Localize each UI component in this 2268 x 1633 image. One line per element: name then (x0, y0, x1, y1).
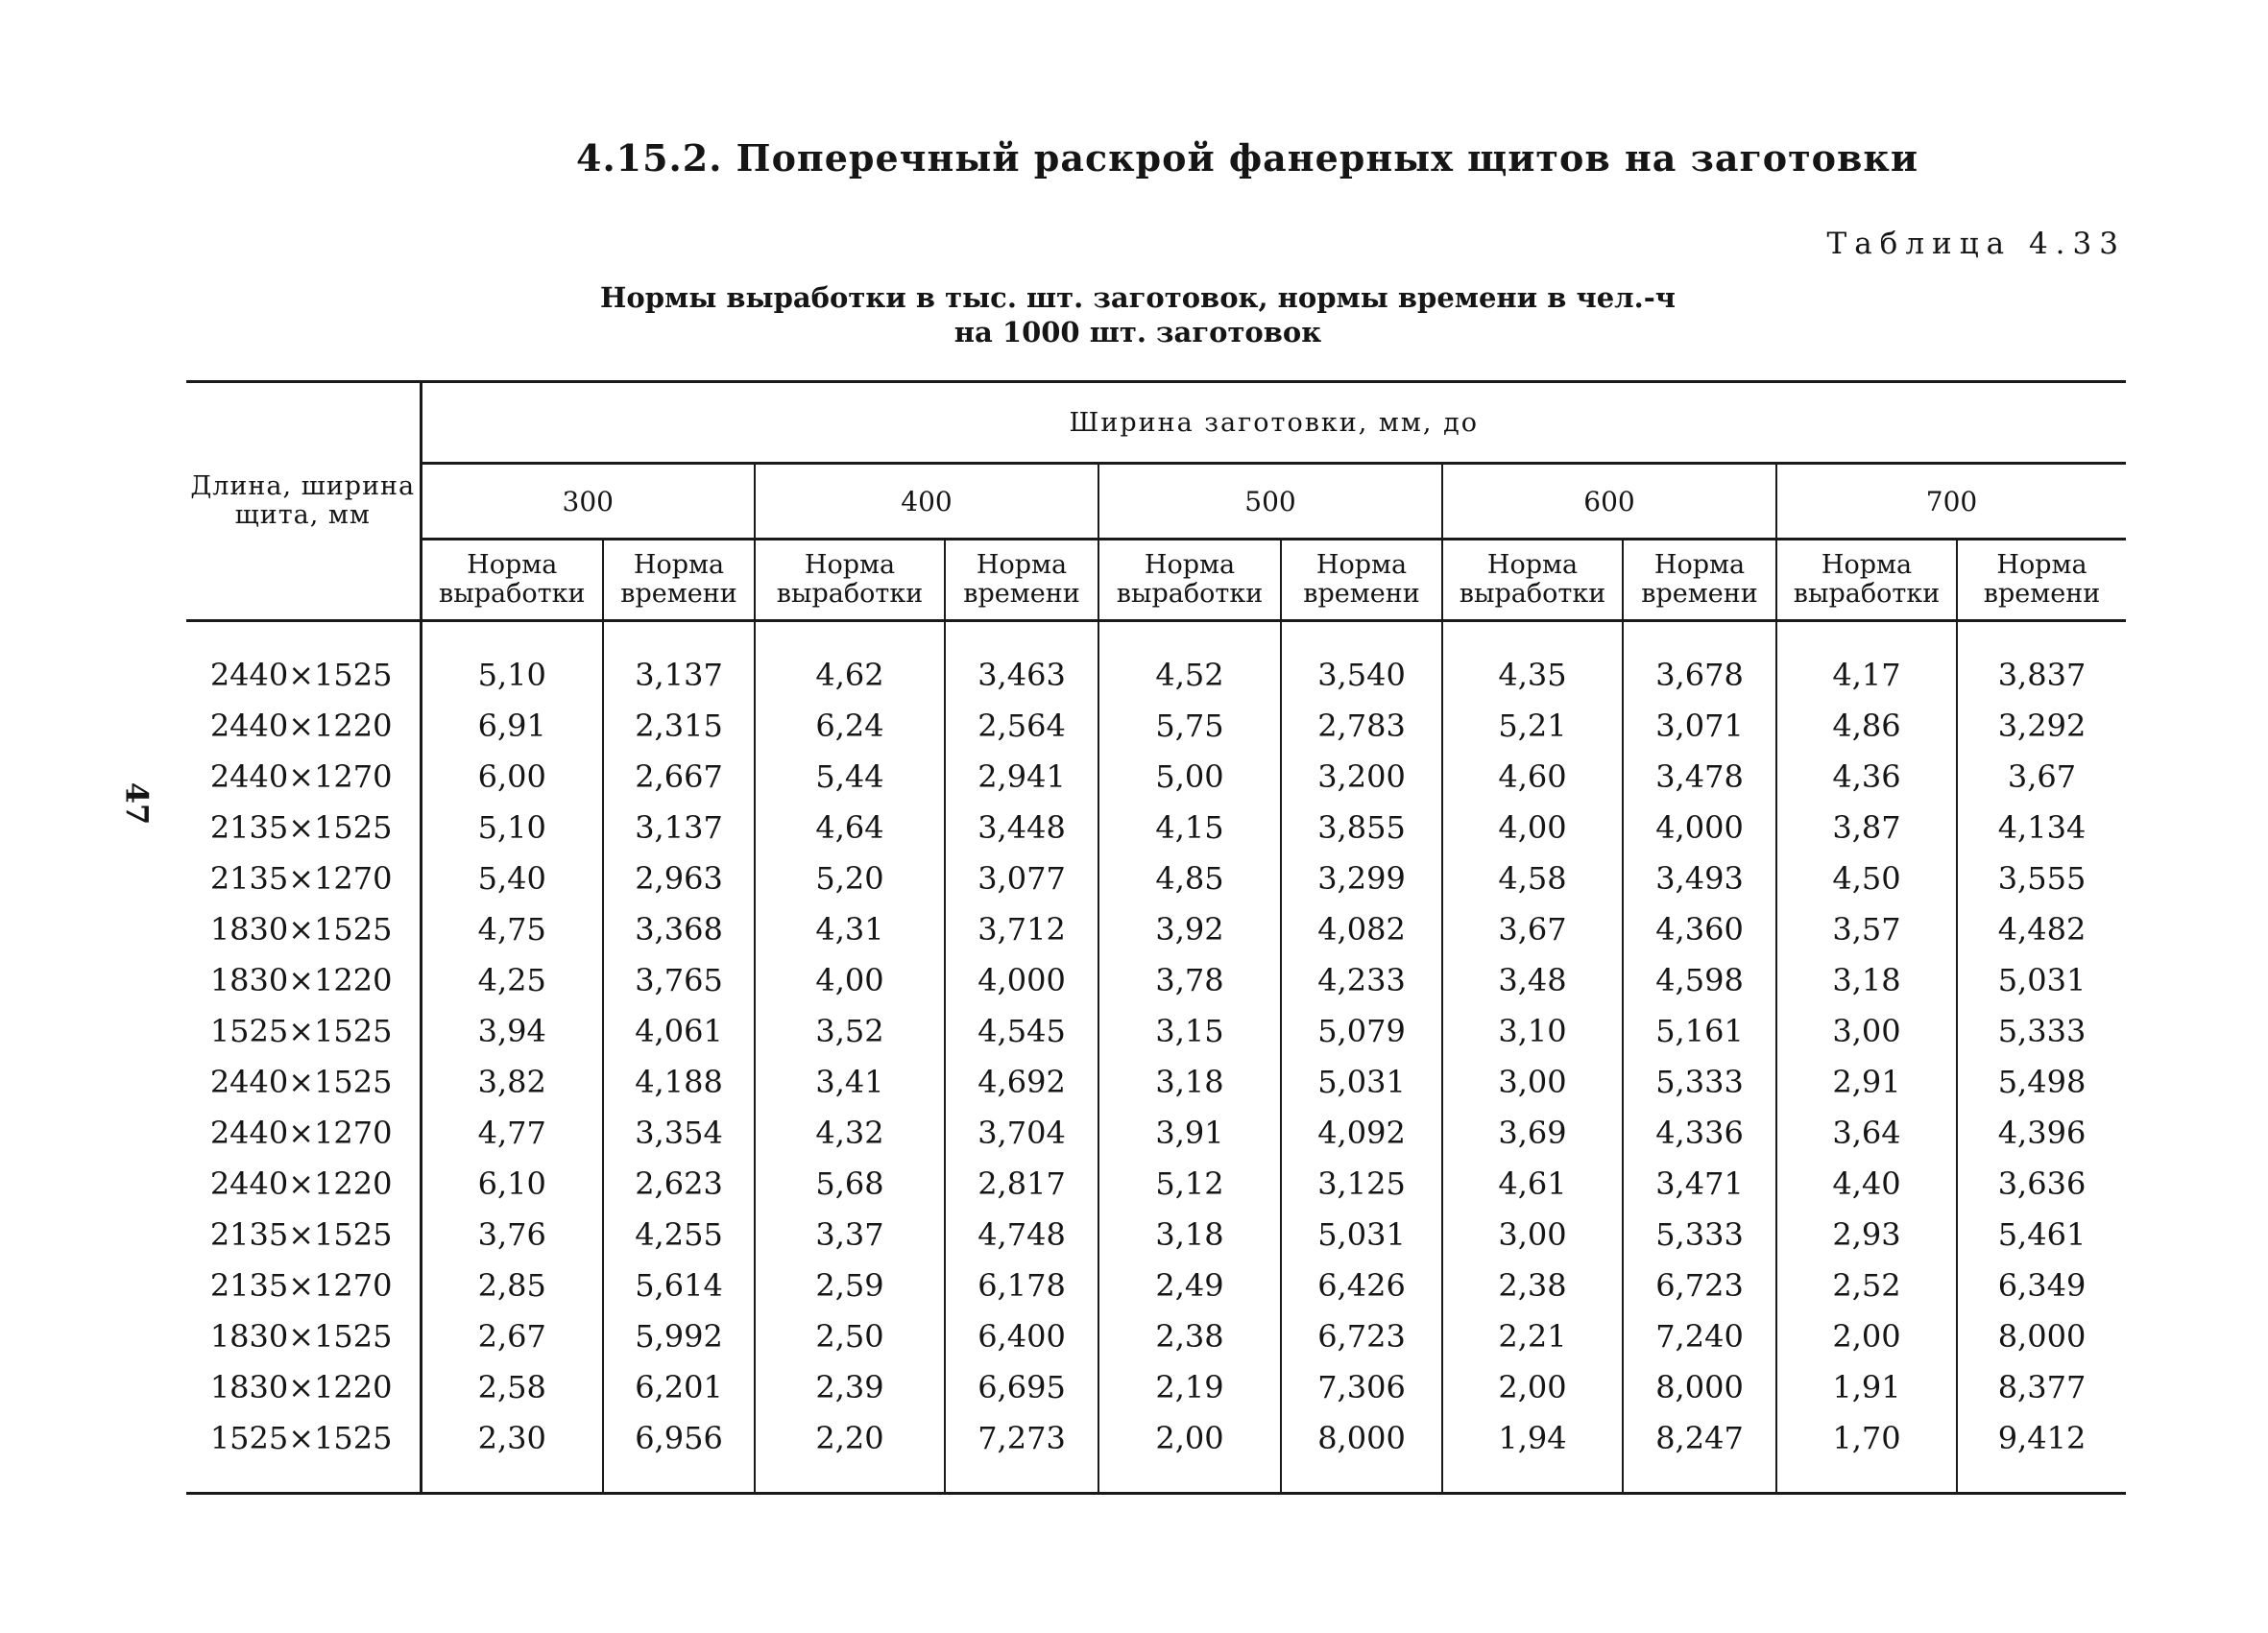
time-norm-cell: 4,188 (603, 1056, 755, 1107)
time-norm-cell: 5,333 (1623, 1056, 1776, 1107)
output-norm-cell: 2,50 (755, 1310, 945, 1361)
output-norm-cell: 1,91 (1776, 1361, 1957, 1412)
output-norm-cell: 4,58 (1442, 853, 1623, 903)
table-body (186, 621, 2126, 1494)
output-norm-cell: 3,48 (1442, 954, 1623, 1005)
panel-size-cell: 2440×1220 (186, 1158, 421, 1209)
output-norm-cell: 4,35 (1442, 621, 1623, 701)
table-caption (547, 280, 1728, 349)
output-norm-cell: 3,52 (755, 1005, 945, 1056)
time-norm-header (603, 540, 755, 621)
table-row (186, 903, 2126, 954)
time-norm-cell: 6,695 (945, 1361, 1098, 1412)
output-norm-cell: 4,50 (1776, 853, 1957, 903)
output-norm-cell: 5,75 (1098, 700, 1281, 751)
time-norm-cell: 6,426 (1281, 1260, 1442, 1310)
time-norm-header-line-2: времени (1303, 579, 1420, 609)
output-norm-header-line-2: выработки (439, 579, 586, 609)
output-norm-cell: 4,00 (1442, 802, 1623, 853)
output-norm-cell: 5,44 (755, 751, 945, 802)
time-norm-header-line-2: времени (963, 579, 1080, 609)
panel-size-cell: 1830×1220 (186, 1361, 421, 1412)
time-norm-cell: 3,478 (1623, 751, 1776, 802)
time-norm-cell: 3,712 (945, 903, 1098, 954)
time-norm-cell: 7,306 (1281, 1361, 1442, 1412)
output-norm-header-line-2: выработки (1459, 579, 1606, 609)
time-norm-cell: 5,031 (1281, 1209, 1442, 1260)
output-norm-cell: 6,24 (755, 700, 945, 751)
time-norm-cell: 5,614 (603, 1260, 755, 1310)
output-norm-cell: 4,17 (1776, 621, 1957, 701)
output-norm-cell: 3,18 (1098, 1056, 1281, 1107)
output-norm-cell: 2,49 (1098, 1260, 1281, 1310)
table-row (186, 1005, 2126, 1056)
output-norm-cell: 3,18 (1098, 1209, 1281, 1260)
output-norm-cell: 4,52 (1098, 621, 1281, 701)
caption-line-1: Нормы выработки в тыс. шт. заготовок, нормы времени в чел.-ч (600, 281, 1676, 314)
output-norm-cell: 4,86 (1776, 700, 1957, 751)
time-norm-cell: 4,061 (603, 1005, 755, 1056)
output-norm-cell: 5,21 (1442, 700, 1623, 751)
time-norm-cell: 5,031 (1281, 1056, 1442, 1107)
stub-header: Длина, ширина щита, мм (186, 382, 421, 621)
output-norm-cell: 2,20 (755, 1412, 945, 1494)
panel-size-cell: 2440×1525 (186, 621, 421, 701)
time-norm-cell: 3,704 (945, 1107, 1098, 1158)
time-norm-cell: 4,233 (1281, 954, 1442, 1005)
output-norm-header-line-2: выработки (776, 579, 924, 609)
output-norm-cell: 5,12 (1098, 1158, 1281, 1209)
width-header: 700 (1776, 464, 2126, 540)
panel-size-cell: 1525×1525 (186, 1005, 421, 1056)
width-header-row (186, 464, 2126, 540)
time-norm-cell: 7,273 (945, 1412, 1098, 1494)
time-norm-cell: 3,636 (1997, 1165, 2087, 1202)
table-row (186, 802, 2126, 853)
output-norm-cell: 6,91 (421, 700, 603, 751)
output-norm-header-line-1: Норма (1821, 550, 1913, 580)
width-header: 400 (755, 464, 1098, 540)
time-norm-cell: 7,240 (1623, 1310, 1776, 1361)
output-norm-cell: 4,40 (1776, 1158, 1957, 1209)
time-norm-cell: 3,837 (1997, 656, 2087, 693)
time-norm-cell: 4,134 (1997, 808, 2087, 846)
output-norm-header-line-2: выработки (1793, 579, 1941, 609)
time-norm-cell: 4,255 (603, 1209, 755, 1260)
time-norm-cell: 2,963 (603, 853, 755, 903)
time-norm-cell: 3,471 (1623, 1158, 1776, 1209)
output-norm-cell: 4,25 (421, 954, 603, 1005)
output-norm-cell: 5,68 (755, 1158, 945, 1209)
output-norm-cell: 3,92 (1098, 903, 1281, 954)
width-header: 600 (1442, 464, 1776, 540)
output-norm-header (1776, 540, 1957, 621)
output-norm-cell: 5,10 (421, 802, 603, 853)
output-norm-cell: 5,40 (421, 853, 603, 903)
time-norm-header-line-2: времени (1641, 579, 1758, 609)
table-row (186, 751, 2126, 802)
panel-size-cell: 2135×1525 (186, 802, 421, 853)
output-norm-cell: 2,52 (1776, 1260, 1957, 1310)
table-row (186, 1310, 2126, 1361)
output-norm-cell: 3,57 (1776, 903, 1957, 954)
output-norm-cell: 4,64 (755, 802, 945, 853)
panel-size-cell: 1830×1525 (186, 903, 421, 954)
panel-size-cell: 1525×1525 (186, 1412, 421, 1494)
time-norm-cell: 3,855 (1281, 802, 1442, 853)
output-norm-cell: 2,93 (1776, 1209, 1957, 1260)
output-norm-cell: 2,00 (1442, 1361, 1623, 1412)
table-row (186, 1209, 2126, 1260)
time-norm-header (1281, 540, 1442, 621)
output-norm-header (755, 540, 945, 621)
output-norm-cell: 3,67 (1442, 903, 1623, 954)
output-norm-cell: 3,87 (1776, 802, 1957, 853)
panel-size-cell: 2440×1525 (186, 1056, 421, 1107)
time-norm-cell: 5,333 (1623, 1209, 1776, 1260)
time-norm-cell: 8,000 (1281, 1412, 1442, 1494)
time-norm-cell: 3,463 (945, 621, 1098, 701)
time-norm-header-line-1: Норма (1315, 550, 1408, 580)
output-norm-cell: 4,75 (421, 903, 603, 954)
output-norm-cell: 2,30 (421, 1412, 603, 1494)
time-norm-cell: 4,482 (1997, 910, 2087, 948)
output-norm-cell: 5,00 (1098, 751, 1281, 802)
time-norm-cell: 2,623 (603, 1158, 755, 1209)
output-norm-cell: 4,62 (755, 621, 945, 701)
output-norm-cell: 2,00 (1776, 1310, 1957, 1361)
output-norm-cell: 3,15 (1098, 1005, 1281, 1056)
table-row (186, 1260, 2126, 1310)
table-row (186, 700, 2126, 751)
time-norm-cell: 4,692 (945, 1056, 1098, 1107)
time-norm-cell: 6,178 (945, 1260, 1098, 1310)
width-header: 500 (1098, 464, 1442, 540)
panel-size-cell: 1830×1220 (186, 954, 421, 1005)
time-norm-cell: 6,723 (1623, 1260, 1776, 1310)
output-norm-cell: 5,10 (421, 621, 603, 701)
time-norm-cell: 3,137 (603, 621, 755, 701)
time-norm-header-line-1: Норма (633, 550, 725, 580)
time-norm-cell: 4,092 (1281, 1107, 1442, 1158)
output-norm-cell: 3,00 (1442, 1209, 1623, 1260)
output-norm-header-line-2: выработки (1116, 579, 1264, 609)
output-norm-cell: 3,41 (755, 1056, 945, 1107)
output-norm-cell: 2,19 (1098, 1361, 1281, 1412)
time-norm-cell: 5,461 (1997, 1215, 2087, 1253)
output-norm-cell: 5,20 (755, 853, 945, 903)
output-norm-cell: 4,31 (755, 903, 945, 954)
time-norm-header-line-1: Норма (1653, 550, 1746, 580)
time-norm-cell: 2,315 (603, 700, 755, 751)
time-norm-header (945, 540, 1098, 621)
table-row (186, 621, 2126, 701)
time-norm-header (1623, 540, 1776, 621)
time-norm-cell: 9,412 (1957, 1412, 2126, 1494)
output-norm-cell: 3,64 (1776, 1107, 1957, 1158)
time-norm-cell: 6,201 (603, 1361, 755, 1412)
time-norm-cell: 5,498 (1997, 1063, 2087, 1100)
output-norm-cell: 2,91 (1776, 1056, 1957, 1107)
output-norm-cell: 3,00 (1442, 1056, 1623, 1107)
time-norm-header-line-2: времени (1983, 579, 2101, 609)
time-norm-cell: 3,540 (1281, 621, 1442, 701)
output-norm-cell: 2,21 (1442, 1310, 1623, 1361)
time-norm-cell: 3,493 (1623, 853, 1776, 903)
output-norm-cell: 2,38 (1442, 1260, 1623, 1310)
time-norm-cell: 3,448 (945, 802, 1098, 853)
time-norm-cell: 6,400 (945, 1310, 1098, 1361)
output-norm-cell: 4,36 (1776, 751, 1957, 802)
width-span-header: Ширина заготовки, мм, до (421, 382, 2126, 464)
time-norm-cell: 3,354 (603, 1107, 755, 1158)
time-norm-cell: 2,564 (945, 700, 1098, 751)
output-norm-cell: 2,85 (421, 1260, 603, 1310)
output-norm-cell: 4,60 (1442, 751, 1623, 802)
time-norm-cell: 4,082 (1281, 903, 1442, 954)
time-norm-cell: 3,299 (1281, 853, 1442, 903)
time-norm-cell: 4,360 (1623, 903, 1776, 954)
table-label: Таблица 4.33 (1826, 227, 2126, 261)
time-norm-cell: 8,000 (1997, 1317, 2087, 1355)
time-norm-cell: 6,349 (1997, 1266, 2087, 1304)
panel-size-cell: 2440×1220 (186, 700, 421, 751)
time-norm-cell: 2,783 (1281, 700, 1442, 751)
panel-size-cell: 2440×1270 (186, 751, 421, 802)
output-norm-header-line-1: Норма (804, 550, 896, 580)
time-norm-cell: 2,941 (945, 751, 1098, 802)
output-norm-header-line-1: Норма (467, 550, 558, 580)
output-norm-cell: 4,00 (755, 954, 945, 1005)
time-norm-cell: 3,125 (1281, 1158, 1442, 1209)
table-row (186, 1107, 2126, 1158)
output-norm-cell: 4,15 (1098, 802, 1281, 853)
sub-header-row (186, 540, 2126, 621)
table-row (186, 1056, 2126, 1107)
output-norm-cell: 2,67 (421, 1310, 603, 1361)
output-norm-header (421, 540, 603, 621)
time-norm-cell: 5,161 (1623, 1005, 1776, 1056)
time-norm-cell: 4,545 (945, 1005, 1098, 1056)
output-norm-cell: 3,00 (1776, 1005, 1957, 1056)
time-norm-cell: 3,67 (2007, 757, 2077, 795)
time-norm-header-line-1: Норма (976, 550, 1068, 580)
time-norm-header-line-1: Норма (1996, 550, 2087, 580)
time-norm-cell: 5,333 (1997, 1012, 2087, 1049)
panel-size-cell: 2135×1525 (186, 1209, 421, 1260)
time-norm-cell: 4,396 (1997, 1114, 2087, 1151)
time-norm-cell: 5,031 (1997, 961, 2087, 998)
panel-size-cell: 2440×1270 (186, 1107, 421, 1158)
time-norm-cell: 2,667 (603, 751, 755, 802)
time-norm-cell: 4,336 (1623, 1107, 1776, 1158)
output-norm-cell: 1,94 (1442, 1412, 1623, 1494)
output-norm-cell: 2,59 (755, 1260, 945, 1310)
panel-size-cell: 2135×1270 (186, 1260, 421, 1310)
output-norm-cell: 4,61 (1442, 1158, 1623, 1209)
time-norm-cell: 3,368 (603, 903, 755, 954)
output-norm-cell: 6,10 (421, 1158, 603, 1209)
output-norm-cell: 2,58 (421, 1361, 603, 1412)
time-norm-cell: 3,137 (603, 802, 755, 853)
output-norm-header (1442, 540, 1623, 621)
output-norm-header-line-1: Норма (1144, 550, 1236, 580)
time-norm-cell: 3,077 (945, 853, 1098, 903)
time-norm-cell: 6,723 (1281, 1310, 1442, 1361)
caption-line-2: на 1000 шт. заготовок (953, 316, 1322, 348)
output-norm-cell: 3,37 (755, 1209, 945, 1260)
time-norm-cell: 4,000 (945, 954, 1098, 1005)
time-norm-cell: 4,000 (1623, 802, 1776, 853)
table-row (186, 1361, 2126, 1412)
time-norm-cell: 8,377 (1997, 1368, 2087, 1405)
time-norm-cell: 8,000 (1623, 1361, 1776, 1412)
time-norm-header (1957, 540, 2126, 621)
output-norm-cell: 2,39 (755, 1361, 945, 1412)
output-norm-header-line-1: Норма (1486, 550, 1579, 580)
time-norm-cell: 3,555 (1997, 859, 2087, 897)
output-norm-header (1098, 540, 1281, 621)
time-norm-cell: 4,598 (1623, 954, 1776, 1005)
panel-size-cell: 1830×1525 (186, 1310, 421, 1361)
output-norm-cell: 3,78 (1098, 954, 1281, 1005)
time-norm-cell: 3,071 (1623, 700, 1776, 751)
output-norm-cell: 2,00 (1098, 1412, 1281, 1494)
time-norm-cell: 3,292 (1997, 707, 2087, 744)
time-norm-cell: 4,748 (945, 1209, 1098, 1260)
output-norm-cell: 3,69 (1442, 1107, 1623, 1158)
time-norm-cell: 3,200 (1281, 751, 1442, 802)
time-norm-cell: 5,992 (603, 1310, 755, 1361)
output-norm-cell: 3,10 (1442, 1005, 1623, 1056)
output-norm-cell: 4,32 (755, 1107, 945, 1158)
time-norm-cell: 3,678 (1623, 621, 1776, 701)
section-title: 4.15.2. Поперечный раскрой фанерных щитов на заготовки (576, 136, 1919, 180)
width-header: 300 (421, 464, 755, 540)
panel-size-cell: 2135×1270 (186, 853, 421, 903)
output-norm-cell: 4,85 (1098, 853, 1281, 903)
output-norm-cell: 3,82 (421, 1056, 603, 1107)
table-row (186, 954, 2126, 1005)
page-number: 47 (118, 781, 156, 826)
time-norm-cell: 6,956 (603, 1412, 755, 1494)
output-norm-cell: 3,91 (1098, 1107, 1281, 1158)
time-norm-cell: 5,079 (1281, 1005, 1442, 1056)
output-norm-cell: 3,94 (421, 1005, 603, 1056)
output-norm-cell: 3,18 (1776, 954, 1957, 1005)
time-norm-cell: 2,817 (945, 1158, 1098, 1209)
output-norm-cell: 3,76 (421, 1209, 603, 1260)
table-row (186, 1158, 2126, 1209)
table-row (186, 1412, 2126, 1494)
time-norm-cell: 3,765 (603, 954, 755, 1005)
output-norm-cell: 6,00 (421, 751, 603, 802)
table-row (186, 853, 2126, 903)
norms-table (186, 380, 2126, 1495)
output-norm-cell: 1,70 (1776, 1412, 1957, 1494)
time-norm-cell: 8,247 (1623, 1412, 1776, 1494)
output-norm-cell: 2,38 (1098, 1310, 1281, 1361)
output-norm-cell: 4,77 (421, 1107, 603, 1158)
time-norm-header-line-2: времени (620, 579, 737, 609)
